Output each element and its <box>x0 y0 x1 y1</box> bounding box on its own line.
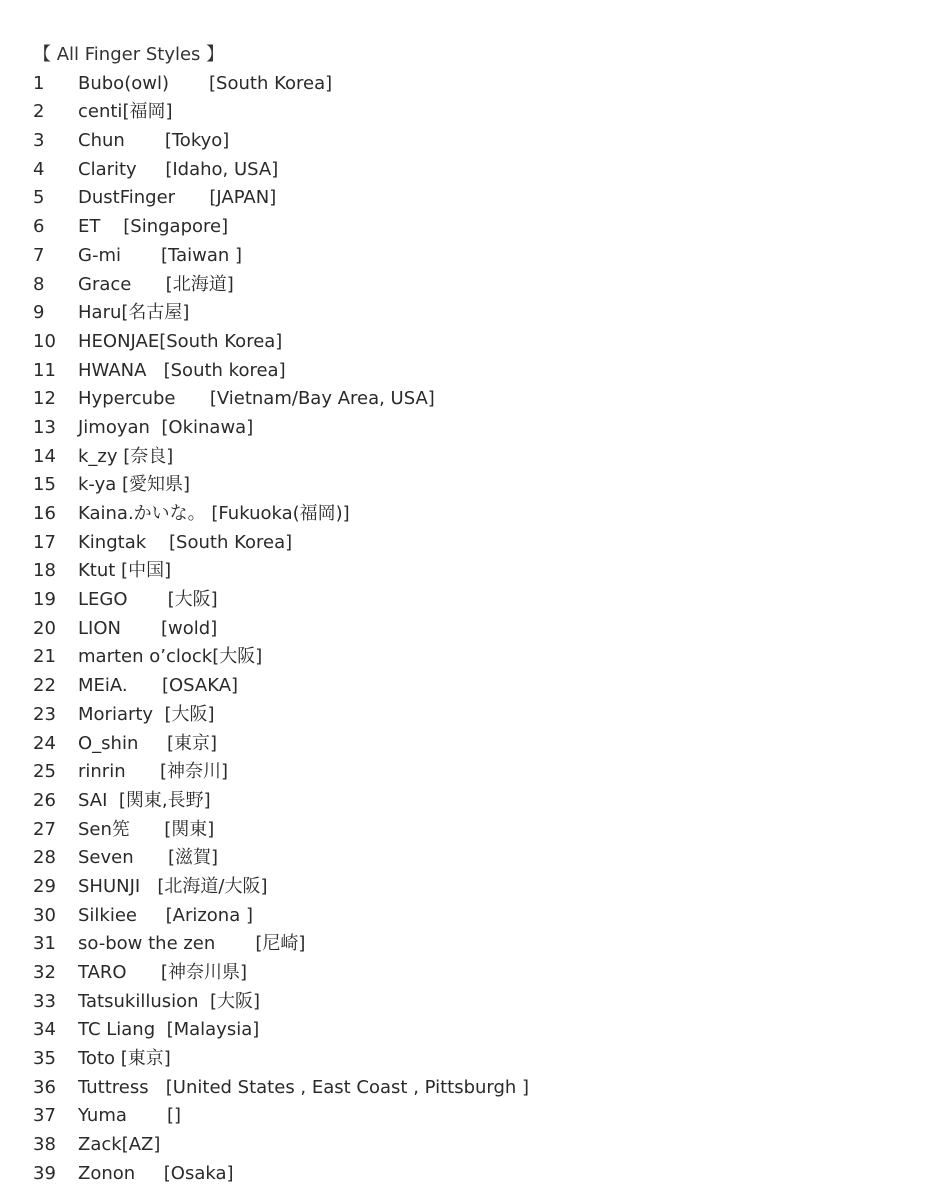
list-item <box>33 242 913 271</box>
list-item <box>33 529 913 558</box>
list-item <box>33 1016 913 1045</box>
entry-text: Hypercube [Vietnam/Bay Area, USA] <box>78 388 435 410</box>
entry-number: 22 <box>33 675 56 697</box>
entry-text: Ktut [中国] <box>78 560 172 582</box>
entry-number: 34 <box>33 1019 56 1041</box>
list-item <box>33 98 913 127</box>
entry-text: MEiA. [OSAKA] <box>78 675 239 697</box>
entry-number: 25 <box>33 761 56 783</box>
entry-number: 29 <box>33 875 56 897</box>
entry-text: Grace [北海道] <box>78 273 234 295</box>
entry-list <box>33 70 913 1189</box>
entry-text: so-bow the zen [尼崎] <box>78 933 306 955</box>
entry-text: SHUNJI [北海道/大阪] <box>78 875 268 897</box>
entry-number: 3 <box>33 130 45 152</box>
entry-number: 5 <box>33 187 45 209</box>
list-item <box>33 615 913 644</box>
entry-number: 6 <box>33 216 45 238</box>
list-item <box>33 930 913 959</box>
list-item <box>33 988 913 1017</box>
entry-text: O_shin [東京] <box>78 732 218 754</box>
list-item <box>33 443 913 472</box>
entry-text: Toto [東京] <box>78 1048 171 1070</box>
list-item <box>33 730 913 759</box>
entry-text: LION [wold] <box>78 617 218 639</box>
list-item <box>33 156 913 185</box>
list-item <box>33 213 913 242</box>
entry-text: Haru[名古屋] <box>78 302 190 324</box>
entry-text: Bubo(owl) [South Korea] <box>78 72 333 94</box>
entry-text: Tuttress [United States , East Coast , Pittsburgh ] <box>78 1076 530 1098</box>
entry-text: k-ya [愛知県] <box>78 474 191 496</box>
entry-text: G-mi [Taiwan ] <box>78 244 243 266</box>
list-item <box>33 1045 913 1074</box>
entry-text: SAI [関東,長野] <box>78 789 211 811</box>
entry-number: 4 <box>33 158 45 180</box>
entry-text: Moriarty [大阪] <box>78 703 215 725</box>
entry-text: HWANA [South korea] <box>78 359 286 381</box>
entry-text: Tatsukillusion [大阪] <box>78 990 261 1012</box>
document-body <box>33 41 913 1189</box>
list-item <box>33 586 913 615</box>
list-item <box>33 127 913 156</box>
list-item <box>33 557 913 586</box>
entry-number: 24 <box>33 732 56 754</box>
entry-number: 12 <box>33 388 56 410</box>
entry-number: 13 <box>33 416 56 438</box>
entry-number: 27 <box>33 818 56 840</box>
list-item <box>33 844 913 873</box>
entry-text: Zonon [Osaka] <box>78 1162 234 1184</box>
entry-text: DustFinger [JAPAN] <box>78 187 277 209</box>
list-item <box>33 414 913 443</box>
entry-number: 33 <box>33 990 56 1012</box>
list-item <box>33 1102 913 1131</box>
list-item <box>33 758 913 787</box>
list-item <box>33 873 913 902</box>
entry-number: 7 <box>33 244 45 266</box>
entry-text: Yuma [] <box>78 1105 181 1127</box>
entry-number: 18 <box>33 560 56 582</box>
entry-text: Jimoyan [Okinawa] <box>78 416 254 438</box>
entry-text: Silkiee [Arizona ] <box>78 904 253 926</box>
entry-number: 26 <box>33 789 56 811</box>
list-item <box>33 328 913 357</box>
entry-number: 8 <box>33 273 45 295</box>
entry-text: Kaina.かいな。 [Fukuoka(福岡)] <box>78 503 350 524</box>
entry-number: 20 <box>33 617 56 639</box>
entry-number: 39 <box>33 1162 56 1184</box>
entry-number: 21 <box>33 646 56 668</box>
entry-text: Clarity [Idaho, USA] <box>78 158 279 180</box>
list-item <box>33 184 913 213</box>
entry-number: 37 <box>33 1105 56 1127</box>
list-item <box>33 1131 913 1160</box>
entry-number: 11 <box>33 359 56 381</box>
list-item <box>33 902 913 931</box>
entry-text: ET [Singapore] <box>78 216 229 238</box>
entry-text: Chun [Tokyo] <box>78 130 230 152</box>
list-item <box>33 500 913 529</box>
entry-text: TC Liang [Malaysia] <box>78 1019 260 1041</box>
list-item <box>33 70 913 99</box>
entry-text: TARO [神奈川県] <box>78 962 247 983</box>
list-item <box>33 701 913 730</box>
entry-text: centi[福岡] <box>78 101 173 123</box>
entry-number: 28 <box>33 847 56 869</box>
entry-number: 36 <box>33 1076 56 1098</box>
entry-number: 19 <box>33 589 56 611</box>
entry-number: 32 <box>33 962 56 983</box>
entry-number: 23 <box>33 703 56 725</box>
entry-number: 2 <box>33 101 45 123</box>
entry-number: 14 <box>33 445 56 467</box>
entry-text: k_zy [奈良] <box>78 445 174 467</box>
entry-text: Zack[AZ] <box>78 1134 161 1156</box>
entry-text: Seven [滋賀] <box>78 847 219 869</box>
entry-number: 16 <box>33 503 56 524</box>
entry-number: 9 <box>33 302 45 324</box>
entry-number: 17 <box>33 531 56 553</box>
entry-number: 38 <box>33 1134 56 1156</box>
entry-number: 10 <box>33 330 56 352</box>
list-item <box>33 271 913 300</box>
document-heading: 【 All Finger Styles 】 <box>33 44 225 65</box>
list-item <box>33 299 913 328</box>
list-item <box>33 816 913 845</box>
entry-text: rinrin [神奈川] <box>78 761 228 783</box>
entry-number: 31 <box>33 933 56 955</box>
entry-number: 15 <box>33 474 56 496</box>
entry-text: marten o’clock[大阪] <box>78 646 263 668</box>
list-item <box>33 959 913 988</box>
entry-text: Sen筅 [関東] <box>78 818 215 840</box>
list-item <box>33 672 913 701</box>
list-item <box>33 471 913 500</box>
list-item <box>33 385 913 414</box>
entry-number: 1 <box>33 72 45 94</box>
list-item <box>33 643 913 672</box>
list-item <box>33 1074 913 1103</box>
list-item <box>33 787 913 816</box>
list-item <box>33 1160 913 1189</box>
list-item <box>33 357 913 386</box>
entry-number: 30 <box>33 904 56 926</box>
entry-text: Kingtak [South Korea] <box>78 531 293 553</box>
entry-text: LEGO [大阪] <box>78 589 218 611</box>
entry-text: HEONJAE[South Korea] <box>78 330 283 352</box>
entry-number: 35 <box>33 1048 56 1070</box>
